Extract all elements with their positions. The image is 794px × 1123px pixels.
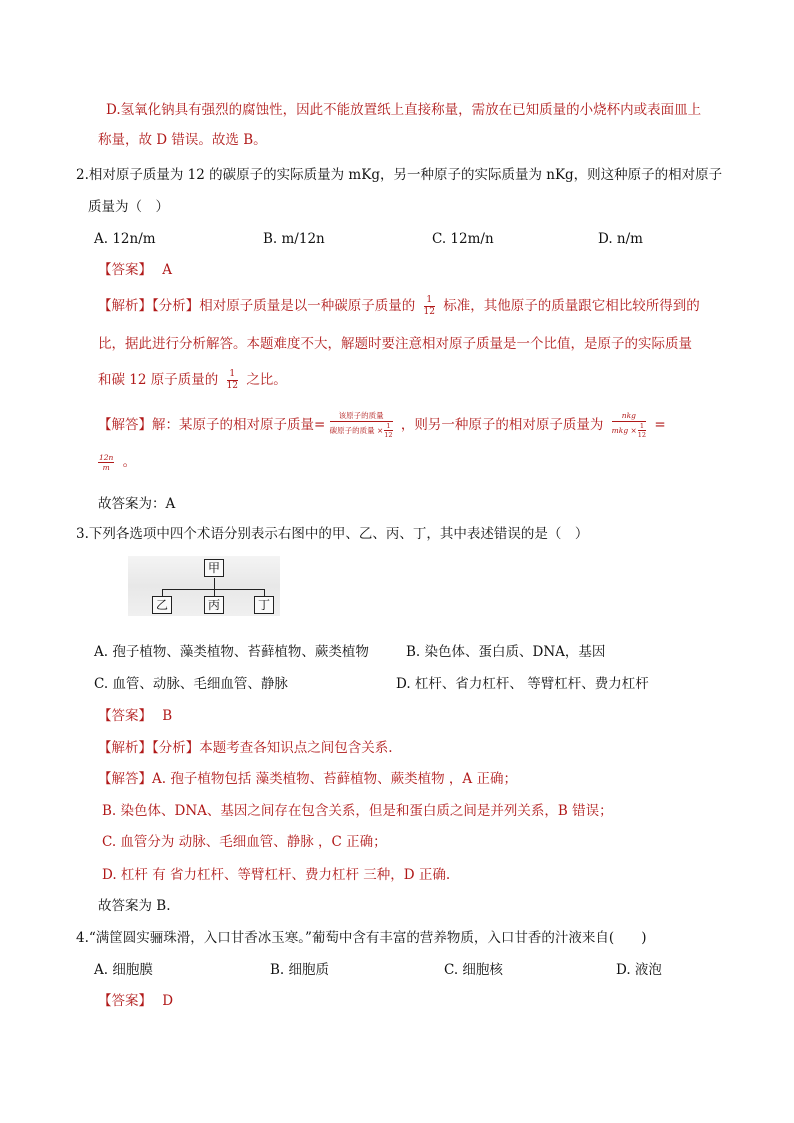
prev-option-d-line1: D.氢氧化钠具有强烈的腐蚀性，因此不能放置纸上直接称量，需放在已知质量的小烧杯内或表面皿上 [106,102,702,118]
diagram-connector [214,589,215,596]
q2-solution-line1 [98,412,666,439]
hierarchy-diagram [128,556,280,616]
q3-conclusion: 故答案为 B. [98,898,171,914]
diagram-connector [162,589,264,590]
period: 。 [122,454,137,470]
diagram-connector [162,589,163,596]
diagram-node-child-3: 丁 [254,596,274,614]
q4-stem: 4.“满筐圆实骊珠滑，入口甘香冰玉寒。”葡萄中含有丰富的营养物质，入口甘香的汁液来自( ) [76,930,647,946]
q3-option-d: D. 杠杆、省力杠杆、 等臂杠杆、费力杠杆 [396,676,649,692]
analysis-text-b: 标准，其他原子的质量跟它相比较所得到的 [443,298,700,314]
q2-stem-line1: 2.相对原子质量为 12 的碳原子的实际质量为 mKg，另一种原子的实际质量为 nKg，则这种原子的相对原子 [76,167,723,183]
q2-conclusion: 故答案为：A [98,496,176,512]
diagram-node-child-2: 丙 [204,596,224,614]
q3-solution-b: B. 染色体、DNA、基因之间存在包含关系，但是和蛋白质之间是并列关系，B 错误； [102,803,613,819]
answer-tag: 【答案】 [98,262,152,278]
solution-text-a: A. 孢子植物包括 藻类植物、苔藓植物、蕨类植物 ，A 正确； [152,771,517,787]
q3-stem: 3.下列各选项中四个术语分别表示右图中的甲、乙、丙、丁，其中表述错误的是（ ） [76,526,589,542]
answer-value: B [162,708,173,724]
fraction-one-twelfth: $\frac{1}{12}$ [423,295,435,317]
q2-option-c: C. 12m/n [432,231,494,247]
q4-option-d: D. 液泡 [616,962,662,978]
q2-solution-line2 [98,452,136,472]
solution-text-b: ，则另一种原子的相对原子质量为 [400,416,604,433]
formula-fraction: 该原子的质量 碳原子的质量 × $\frac{1}{12}$ [329,411,393,439]
q3-option-a: A. 孢子植物、藻类植物、苔藓植物、蕨类植物 [94,644,369,660]
analysis-text-a: 相对原子质量是以一种碳原子质量的 [199,298,416,314]
formula2-fraction: nkg mkg × $\frac{1}{12}$ [611,411,647,439]
q2-option-d: D. n/m [598,231,643,247]
q2-analysis-line1 [98,296,700,317]
solution-tag: 【解答】 [98,416,152,433]
diagram-connector [264,589,265,596]
analysis-text: 本题考查各知识点之间包含关系. [199,740,393,756]
q3-answer [98,706,172,726]
q3-solution-c: C. 血管分为 动脉、毛细血管、静脉 ，C 正确； [102,834,387,850]
equals-sign: = [654,416,666,433]
q4-option-b: B. 细胞质 [270,962,330,978]
q2-option-b: B. m/12n [263,231,325,247]
q2-option-a: A. 12n/m [94,231,156,247]
analysis-tag: 【解析】【分析】 [98,740,200,756]
diagram-node-child-1: 乙 [152,596,172,614]
analysis-text-d: 之比。 [246,372,287,388]
q4-answer [98,991,173,1011]
prev-option-d-line2: 称量，故 D 错误。故选 B。 [98,132,267,148]
diagram-node-top: 甲 [204,559,224,577]
analysis-tag: 【解析】【分析】 [98,298,200,314]
solution-text-a: 解：某原子的相对原子质量= [152,416,326,433]
fraction-one-twelfth: $\frac{1}{12}$ [226,369,239,391]
answer-tag: 【答案】 [98,993,152,1009]
q4-option-c: C. 细胞核 [444,962,503,978]
diagram-connector [214,578,215,589]
result-fraction: $\frac{12n}{m}$ [99,452,114,472]
q3-analysis [98,738,393,758]
q3-solution-d: D. 杠杆 有 省力杠杆、等臂杠杆、费力杠杆 三种，D 正确. [102,867,451,883]
q3-solution-a [98,769,517,789]
analysis-text-c: 和碳 12 原子质量的 [98,372,219,388]
q2-analysis-line3 [98,370,287,391]
answer-value: D [162,993,174,1009]
q2-answer [98,260,172,280]
q2-analysis-line2: 比，据此进行分析解答。本题难度不大，解题时要注意相对原子质量是一个比值，是原子的实际质量 [98,336,692,352]
q4-option-a: A. 细胞膜 [94,962,153,978]
solution-tag: 【解答】 [98,771,152,787]
answer-tag: 【答案】 [98,708,152,724]
q2-stem-line2: 质量为（ ） [88,199,169,215]
q3-option-b: B. 染色体、蛋白质、DNA，基因 [406,644,606,660]
answer-value: A [162,262,173,278]
q3-option-c: C. 血管、动脉、毛细血管、静脉 [94,676,288,692]
